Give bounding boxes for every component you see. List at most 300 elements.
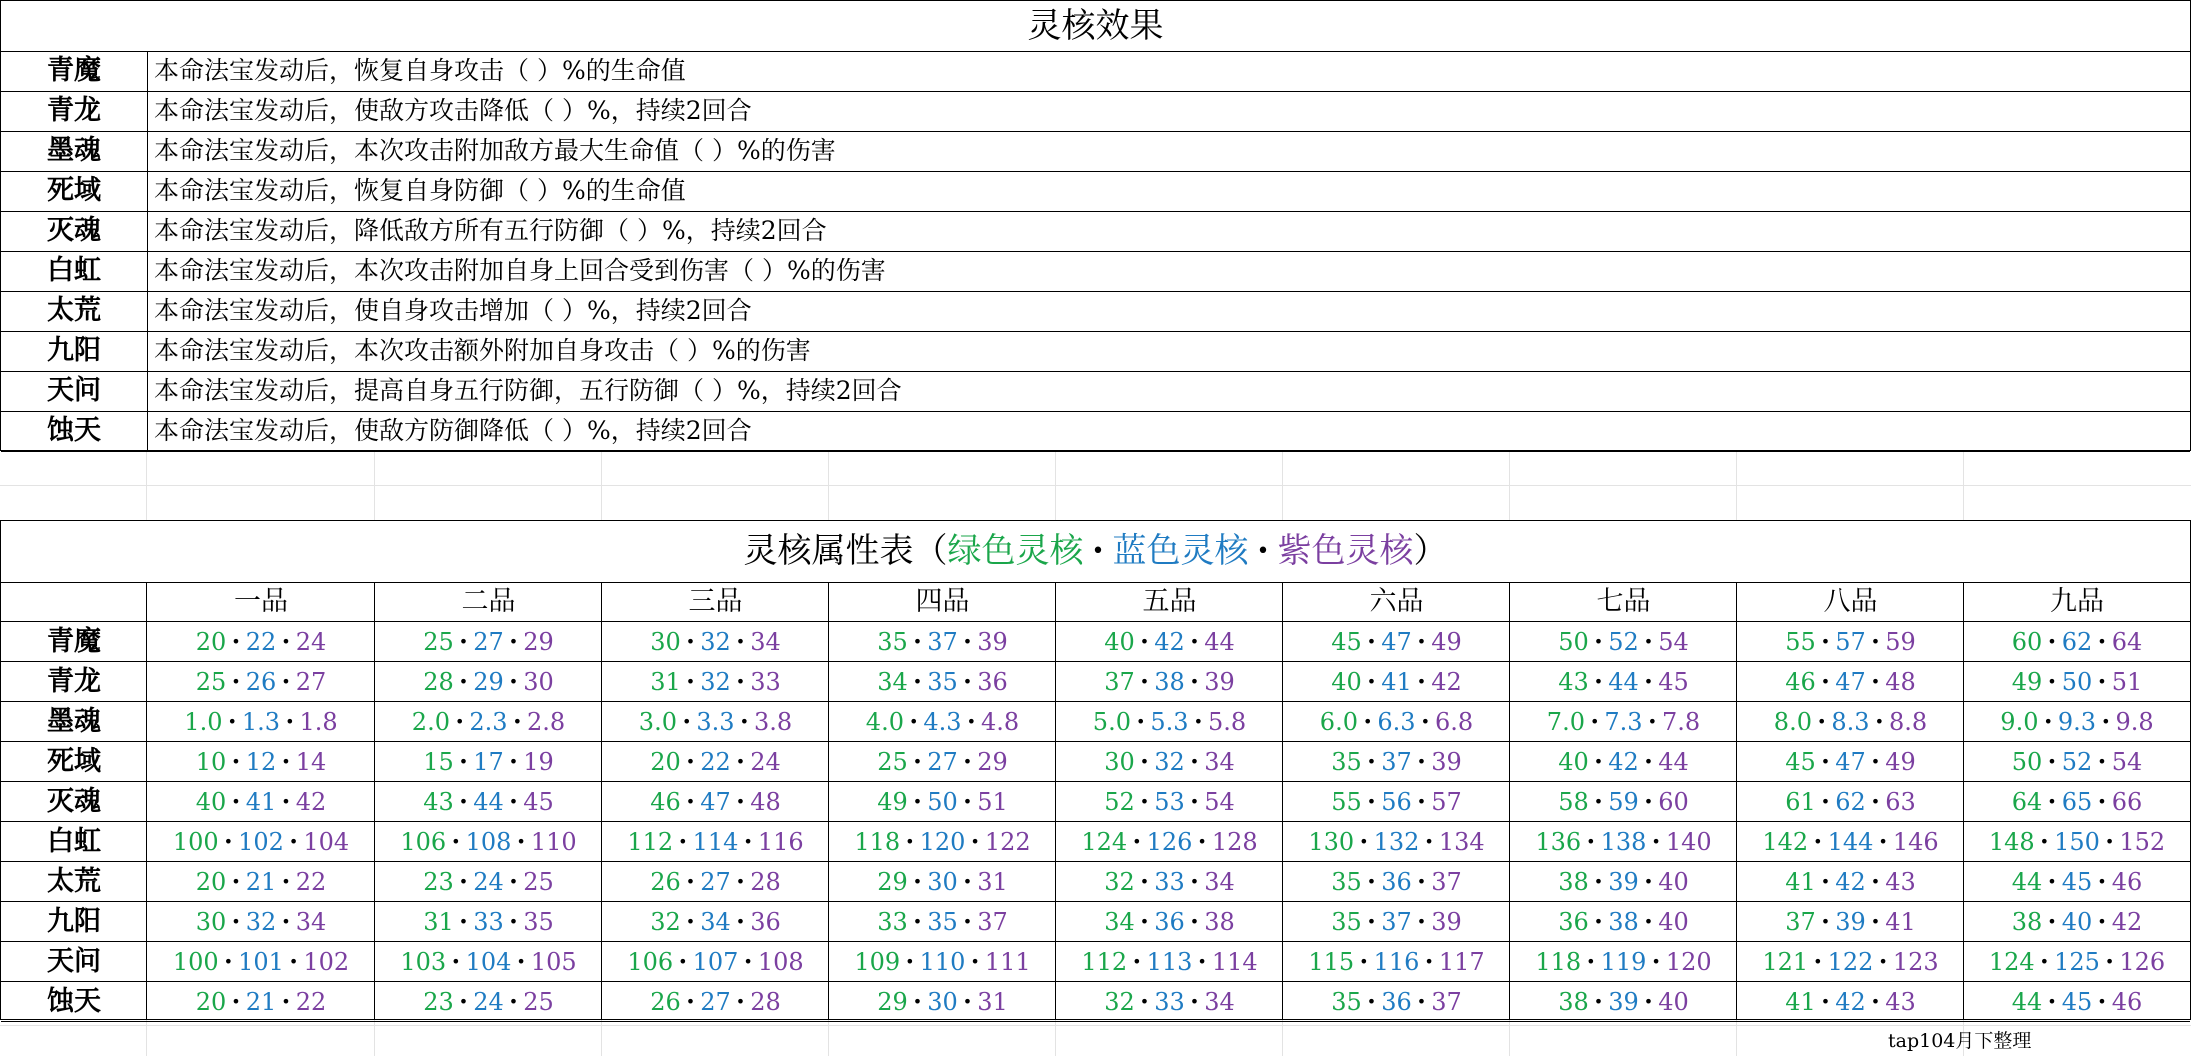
separator-dot: • xyxy=(1416,752,1427,771)
green-value: 64 xyxy=(2011,788,2043,816)
purple-value: 37 xyxy=(1431,988,1462,1016)
purple-value: 57 xyxy=(1431,788,1462,816)
green-value: 25 xyxy=(195,668,227,696)
blue-value: 42 xyxy=(1608,748,1639,776)
blue-value: 50 xyxy=(927,788,958,816)
purple-value: 42 xyxy=(1431,668,1462,696)
separator-dot: • xyxy=(2104,952,2115,971)
separator-dot: • xyxy=(1820,912,1831,931)
effect-row xyxy=(1,171,2190,212)
attribute-cell xyxy=(1964,622,2190,662)
green-value: 100 xyxy=(172,948,219,976)
purple-value: 117 xyxy=(1438,948,1485,976)
green-value: 58 xyxy=(1558,788,1589,816)
green-value: 20 xyxy=(195,868,227,896)
separator-dot: • xyxy=(1820,672,1831,691)
separator-dot: • xyxy=(458,872,469,891)
green-value: 49 xyxy=(877,788,908,816)
purple-value: 36 xyxy=(750,908,781,936)
grade-header: 四品 xyxy=(915,586,970,617)
green-value: 46 xyxy=(650,788,681,816)
separator-dot: • xyxy=(1139,672,1150,691)
green-value: 109 xyxy=(854,948,901,976)
separator-dot: • xyxy=(1820,992,1831,1011)
purple-value: 30 xyxy=(523,668,554,696)
attribute-cell xyxy=(147,622,375,662)
green-value: 33 xyxy=(877,908,908,936)
attribute-cell xyxy=(602,742,829,782)
core-name: 青魔 xyxy=(47,626,101,657)
purple-value: 14 xyxy=(295,748,327,776)
effect-name: 灭魂 xyxy=(1,211,148,251)
purple-value: 5.8 xyxy=(1208,708,1247,736)
separator-dot: • xyxy=(231,872,241,891)
purple-value: 48 xyxy=(1885,668,1916,696)
blue-value: 101 xyxy=(238,948,284,976)
core-name: 太荒 xyxy=(47,866,101,897)
purple-value: 35 xyxy=(523,908,554,936)
attribute-cell xyxy=(1283,662,1510,702)
separator-dot: • xyxy=(735,672,746,691)
effect-description: 本命法宝发动后，使敌方攻击降低（ ）%，持续2回合 xyxy=(154,96,752,125)
blue-value: 27 xyxy=(700,868,731,896)
title-sep: • xyxy=(1091,539,1105,564)
purple-value: 24 xyxy=(295,628,327,656)
separator-dot: • xyxy=(451,952,461,971)
green-value: 49 xyxy=(2011,668,2043,696)
separator-dot: • xyxy=(912,632,923,651)
separator-dot: • xyxy=(735,912,746,931)
separator-dot: • xyxy=(231,992,241,1011)
separator-dot: • xyxy=(912,872,923,891)
blue-value: 42 xyxy=(1835,988,1866,1016)
purple-value: 45 xyxy=(523,788,554,816)
separator-dot: • xyxy=(685,992,696,1011)
blue-value: 30 xyxy=(927,868,958,896)
effect-row xyxy=(1,411,2190,452)
separator-dot: • xyxy=(1643,632,1654,651)
purple-value: 22 xyxy=(295,988,327,1016)
green-value: 148 xyxy=(1988,828,2035,856)
grade-header: 八品 xyxy=(1823,586,1878,617)
blue-value: 27 xyxy=(927,748,958,776)
green-value: 7.0 xyxy=(1546,708,1585,736)
attribute-cell xyxy=(602,902,829,942)
green-value: 8.0 xyxy=(1773,708,1812,736)
green-value: 136 xyxy=(1535,828,1582,856)
green-value: 118 xyxy=(854,828,901,856)
attribute-cell xyxy=(375,822,602,862)
separator-dot: • xyxy=(231,792,241,811)
green-value: 40 xyxy=(1104,628,1135,656)
separator-dot: • xyxy=(281,872,291,891)
purple-value: 37 xyxy=(1431,868,1462,896)
attribute-cell xyxy=(1283,902,1510,942)
blue-value: 39 xyxy=(1608,988,1639,1016)
attribute-cell xyxy=(1737,622,1964,662)
separator-dot: • xyxy=(1132,832,1142,851)
attribute-cell xyxy=(1964,782,2190,822)
separator-dot: • xyxy=(512,712,523,731)
purple-value: 114 xyxy=(1211,948,1258,976)
attribute-cell xyxy=(829,902,1056,942)
purple-value: 128 xyxy=(1211,828,1258,856)
separator-dot: • xyxy=(2047,672,2057,691)
green-value: 32 xyxy=(1104,988,1135,1016)
green-value: 34 xyxy=(877,668,908,696)
separator-dot: • xyxy=(2097,632,2107,651)
attribute-cell xyxy=(1056,742,1283,782)
blue-value: 132 xyxy=(1373,828,1420,856)
purple-value: 116 xyxy=(757,828,804,856)
green-value: 23 xyxy=(423,868,454,896)
separator-dot: • xyxy=(281,792,291,811)
purple-value: 33 xyxy=(750,668,781,696)
separator-dot: • xyxy=(2101,712,2111,731)
attribute-cell xyxy=(1737,702,1964,742)
attribute-cell xyxy=(602,622,829,662)
blue-value: 126 xyxy=(1146,828,1193,856)
blue-value: 113 xyxy=(1146,948,1193,976)
purple-value: 24 xyxy=(750,748,781,776)
separator-dot: • xyxy=(2047,752,2057,771)
green-value: 30 xyxy=(1104,748,1135,776)
separator-dot: • xyxy=(912,912,923,931)
blue-value: 36 xyxy=(1154,908,1185,936)
separator-dot: • xyxy=(516,952,526,971)
blue-value: 47 xyxy=(1835,668,1866,696)
purple-value: 59 xyxy=(1885,628,1916,656)
blue-value: 37 xyxy=(1381,748,1412,776)
separator-dot: • xyxy=(912,792,923,811)
separator-dot: • xyxy=(1366,672,1377,691)
grid-line xyxy=(0,485,2191,486)
green-value: 121 xyxy=(1762,948,1809,976)
separator-dot: • xyxy=(1593,992,1604,1011)
blue-value: 50 xyxy=(2061,668,2093,696)
purple-value: 4.8 xyxy=(981,708,1020,736)
blue-value: 27 xyxy=(700,988,731,1016)
attribute-cell xyxy=(1964,862,2190,902)
separator-dot: • xyxy=(962,872,973,891)
attribute-cell xyxy=(1283,622,1510,662)
attribute-cell xyxy=(829,662,1056,702)
effect-name: 太荒 xyxy=(1,291,148,331)
separator-dot: • xyxy=(735,792,746,811)
blue-value: 22 xyxy=(245,628,277,656)
separator-dot: • xyxy=(962,632,973,651)
separator-dot: • xyxy=(966,712,977,731)
blue-value: 1.3 xyxy=(241,708,281,736)
green-value: 20 xyxy=(650,748,681,776)
green-value: 9.0 xyxy=(2000,708,2039,736)
attribute-cell xyxy=(829,942,1056,982)
separator-dot: • xyxy=(508,992,519,1011)
purple-value: 28 xyxy=(750,988,781,1016)
separator-dot: • xyxy=(1424,832,1434,851)
effect-description: 本命法宝发动后，降低敌方所有五行防御（ ）%，持续2回合 xyxy=(154,216,827,245)
attribute-cell xyxy=(1283,822,1510,862)
blue-value: 12 xyxy=(245,748,277,776)
green-value: 38 xyxy=(2011,908,2043,936)
purple-value: 104 xyxy=(303,828,350,856)
core-name: 死域 xyxy=(47,746,101,777)
attribute-cell xyxy=(1964,902,2190,942)
attribute-cell xyxy=(147,782,375,822)
green-value: 10 xyxy=(195,748,227,776)
green-value: 20 xyxy=(195,628,227,656)
blue-value: 3.3 xyxy=(696,708,735,736)
attribute-cell xyxy=(602,822,829,862)
separator-dot: • xyxy=(1359,952,1369,971)
purple-value: 122 xyxy=(984,828,1031,856)
blue-value: 35 xyxy=(927,908,958,936)
separator-dot: • xyxy=(1593,672,1604,691)
blue-value: 6.3 xyxy=(1377,708,1416,736)
green-value: 46 xyxy=(1785,668,1816,696)
separator-dot: • xyxy=(1193,712,1204,731)
blue-value: 110 xyxy=(919,948,966,976)
green-value: 40 xyxy=(195,788,227,816)
effect-name: 白虹 xyxy=(1,251,148,291)
purple-value: 44 xyxy=(1658,748,1689,776)
purple-value: 45 xyxy=(1658,668,1689,696)
blue-value: 34 xyxy=(700,908,731,936)
separator-dot: • xyxy=(1589,712,1600,731)
blue-value: 32 xyxy=(700,668,731,696)
blue-value: 32 xyxy=(245,908,277,936)
green-value: 35 xyxy=(1331,908,1362,936)
blue-value: 104 xyxy=(465,948,512,976)
green-value: 5.0 xyxy=(1092,708,1131,736)
separator-dot: • xyxy=(1643,872,1654,891)
effect-row xyxy=(1,291,2190,332)
attribute-cell xyxy=(375,982,602,1022)
separator-dot: • xyxy=(739,712,750,731)
separator-dot: • xyxy=(1189,872,1200,891)
green-value: 45 xyxy=(1331,628,1362,656)
purple-value: 27 xyxy=(295,668,327,696)
blue-value: 47 xyxy=(700,788,731,816)
separator-dot: • xyxy=(1593,872,1604,891)
separator-dot: • xyxy=(912,992,923,1011)
separator-dot: • xyxy=(281,632,291,651)
blue-value: 38 xyxy=(1154,668,1185,696)
separator-dot: • xyxy=(2047,992,2057,1011)
separator-dot: • xyxy=(1139,792,1150,811)
separator-dot: • xyxy=(1870,872,1881,891)
blue-value: 9.3 xyxy=(2057,708,2097,736)
separator-dot: • xyxy=(2047,872,2057,891)
blue-value: 39 xyxy=(1608,868,1639,896)
green-value: 26 xyxy=(650,988,681,1016)
attribute-cell xyxy=(375,782,602,822)
blue-value: 150 xyxy=(2054,828,2100,856)
grid-line xyxy=(0,1025,2191,1026)
separator-dot: • xyxy=(1189,672,1200,691)
green-value: 35 xyxy=(1331,748,1362,776)
effect-row xyxy=(1,131,2190,172)
attribute-cell xyxy=(1056,702,1283,742)
separator-dot: • xyxy=(970,832,980,851)
attribute-cell xyxy=(147,662,375,702)
attribute-cell xyxy=(1510,942,1737,982)
separator-dot: • xyxy=(1593,912,1604,931)
attribute-cell xyxy=(1283,702,1510,742)
separator-dot: • xyxy=(685,912,696,931)
blue-value: 22 xyxy=(700,748,731,776)
separator-dot: • xyxy=(685,672,696,691)
green-value: 35 xyxy=(1331,988,1362,1016)
separator-dot: • xyxy=(685,752,696,771)
green-value: 44 xyxy=(2011,868,2043,896)
effect-description: 本命法宝发动后，本次攻击额外附加自身攻击（ ）%的伤害 xyxy=(154,336,811,365)
purple-value: 126 xyxy=(2119,948,2166,976)
separator-dot: • xyxy=(1820,792,1831,811)
purple-value: 66 xyxy=(2111,788,2143,816)
green-value: 43 xyxy=(423,788,454,816)
purple-value: 34 xyxy=(750,628,781,656)
purple-value: 40 xyxy=(1658,988,1689,1016)
purple-value: 25 xyxy=(523,988,554,1016)
purple-value: 49 xyxy=(1885,748,1916,776)
blue-value: 62 xyxy=(2061,628,2093,656)
separator-dot: • xyxy=(1870,912,1881,931)
grade-header: 三品 xyxy=(688,586,743,617)
separator-dot: • xyxy=(281,912,291,931)
separator-dot: • xyxy=(1820,872,1831,891)
blue-value: 4.3 xyxy=(923,708,962,736)
attribute-cell xyxy=(1056,942,1283,982)
attribute-cell xyxy=(375,942,602,982)
separator-dot: • xyxy=(1132,952,1142,971)
attribute-cell xyxy=(1056,862,1283,902)
purple-value: 39 xyxy=(1204,668,1235,696)
separator-dot: • xyxy=(1870,992,1881,1011)
separator-dot: • xyxy=(678,952,688,971)
green-value: 25 xyxy=(877,748,908,776)
green-value: 61 xyxy=(1785,788,1816,816)
blue-value: 59 xyxy=(1608,788,1639,816)
blue-value: 21 xyxy=(245,988,277,1016)
purple-value: 3.8 xyxy=(754,708,793,736)
effect-row xyxy=(1,51,2190,92)
blue-value: 33 xyxy=(1154,988,1185,1016)
green-value: 38 xyxy=(1558,868,1589,896)
purple-value: 2.8 xyxy=(527,708,566,736)
green-value: 115 xyxy=(1308,948,1355,976)
separator-dot: • xyxy=(1651,832,1661,851)
attribute-cell xyxy=(147,982,375,1022)
effect-name: 天问 xyxy=(1,371,148,411)
separator-dot: • xyxy=(1366,992,1377,1011)
green-value: 35 xyxy=(877,628,908,656)
separator-dot: • xyxy=(912,672,923,691)
separator-dot: • xyxy=(1870,752,1881,771)
separator-dot: • xyxy=(678,832,688,851)
separator-dot: • xyxy=(905,952,915,971)
blue-value: 33 xyxy=(473,908,504,936)
attribute-cell xyxy=(1056,662,1283,702)
green-value: 37 xyxy=(1104,668,1135,696)
attribute-cell xyxy=(829,862,1056,902)
blue-value: 21 xyxy=(245,868,277,896)
separator-dot: • xyxy=(962,992,973,1011)
effect-description: 本命法宝发动后，使自身攻击增加（ ）%，持续2回合 xyxy=(154,296,752,325)
attribute-cell xyxy=(829,622,1056,662)
separator-dot: • xyxy=(281,672,291,691)
title-suffix: ） xyxy=(1413,531,1448,571)
purple-value: 39 xyxy=(1431,908,1462,936)
green-value: 100 xyxy=(172,828,219,856)
attribute-cell xyxy=(602,862,829,902)
attribute-cell xyxy=(602,662,829,702)
attribute-cell xyxy=(829,982,1056,1022)
blue-value: 45 xyxy=(2061,988,2093,1016)
separator-dot: • xyxy=(1416,872,1427,891)
separator-dot: • xyxy=(1647,712,1658,731)
green-value: 41 xyxy=(1785,988,1816,1016)
green-value: 31 xyxy=(423,908,454,936)
blue-value: 102 xyxy=(238,828,284,856)
separator-dot: • xyxy=(231,912,241,931)
attribute-cell xyxy=(1056,822,1283,862)
attribute-cell xyxy=(1510,902,1737,942)
purple-value: 28 xyxy=(750,868,781,896)
separator-dot: • xyxy=(227,712,237,731)
attribute-cell xyxy=(1737,862,1964,902)
blue-value: 38 xyxy=(1608,908,1639,936)
purple-value: 54 xyxy=(2111,748,2143,776)
separator-dot: • xyxy=(1416,792,1427,811)
attribute-cell xyxy=(1283,742,1510,782)
attribute-cell xyxy=(1964,742,2190,782)
separator-dot: • xyxy=(962,672,973,691)
blue-value: 47 xyxy=(1381,628,1412,656)
attribute-cell xyxy=(829,822,1056,862)
green-value: 2.0 xyxy=(411,708,450,736)
purple-value: 134 xyxy=(1438,828,1485,856)
attribute-cell xyxy=(1964,822,2190,862)
separator-dot: • xyxy=(1139,872,1150,891)
attribute-cell xyxy=(1737,822,1964,862)
attribute-cell xyxy=(829,702,1056,742)
effect-row xyxy=(1,251,2190,292)
purple-value: 36 xyxy=(977,668,1008,696)
attribute-cell xyxy=(1964,702,2190,742)
separator-dot: • xyxy=(1139,632,1150,651)
separator-dot: • xyxy=(685,632,696,651)
blue-value: 44 xyxy=(473,788,504,816)
separator-dot: • xyxy=(2047,632,2057,651)
purple-value: 40 xyxy=(1658,908,1689,936)
purple-value: 7.8 xyxy=(1662,708,1701,736)
separator-dot: • xyxy=(1416,632,1427,651)
purple-value: 51 xyxy=(977,788,1008,816)
blue-value: 45 xyxy=(2061,868,2093,896)
blue-value: 53 xyxy=(1154,788,1185,816)
purple-value: 40 xyxy=(1658,868,1689,896)
blue-value: 42 xyxy=(1835,868,1866,896)
green-value: 130 xyxy=(1308,828,1355,856)
grade-header: 一品 xyxy=(234,586,288,617)
separator-dot: • xyxy=(1189,632,1200,651)
attribute-cell xyxy=(602,982,829,1022)
green-value: 6.0 xyxy=(1319,708,1358,736)
title-blue: 蓝色灵核 xyxy=(1112,531,1249,571)
attribute-cell xyxy=(375,862,602,902)
attribute-cell xyxy=(1964,942,2190,982)
